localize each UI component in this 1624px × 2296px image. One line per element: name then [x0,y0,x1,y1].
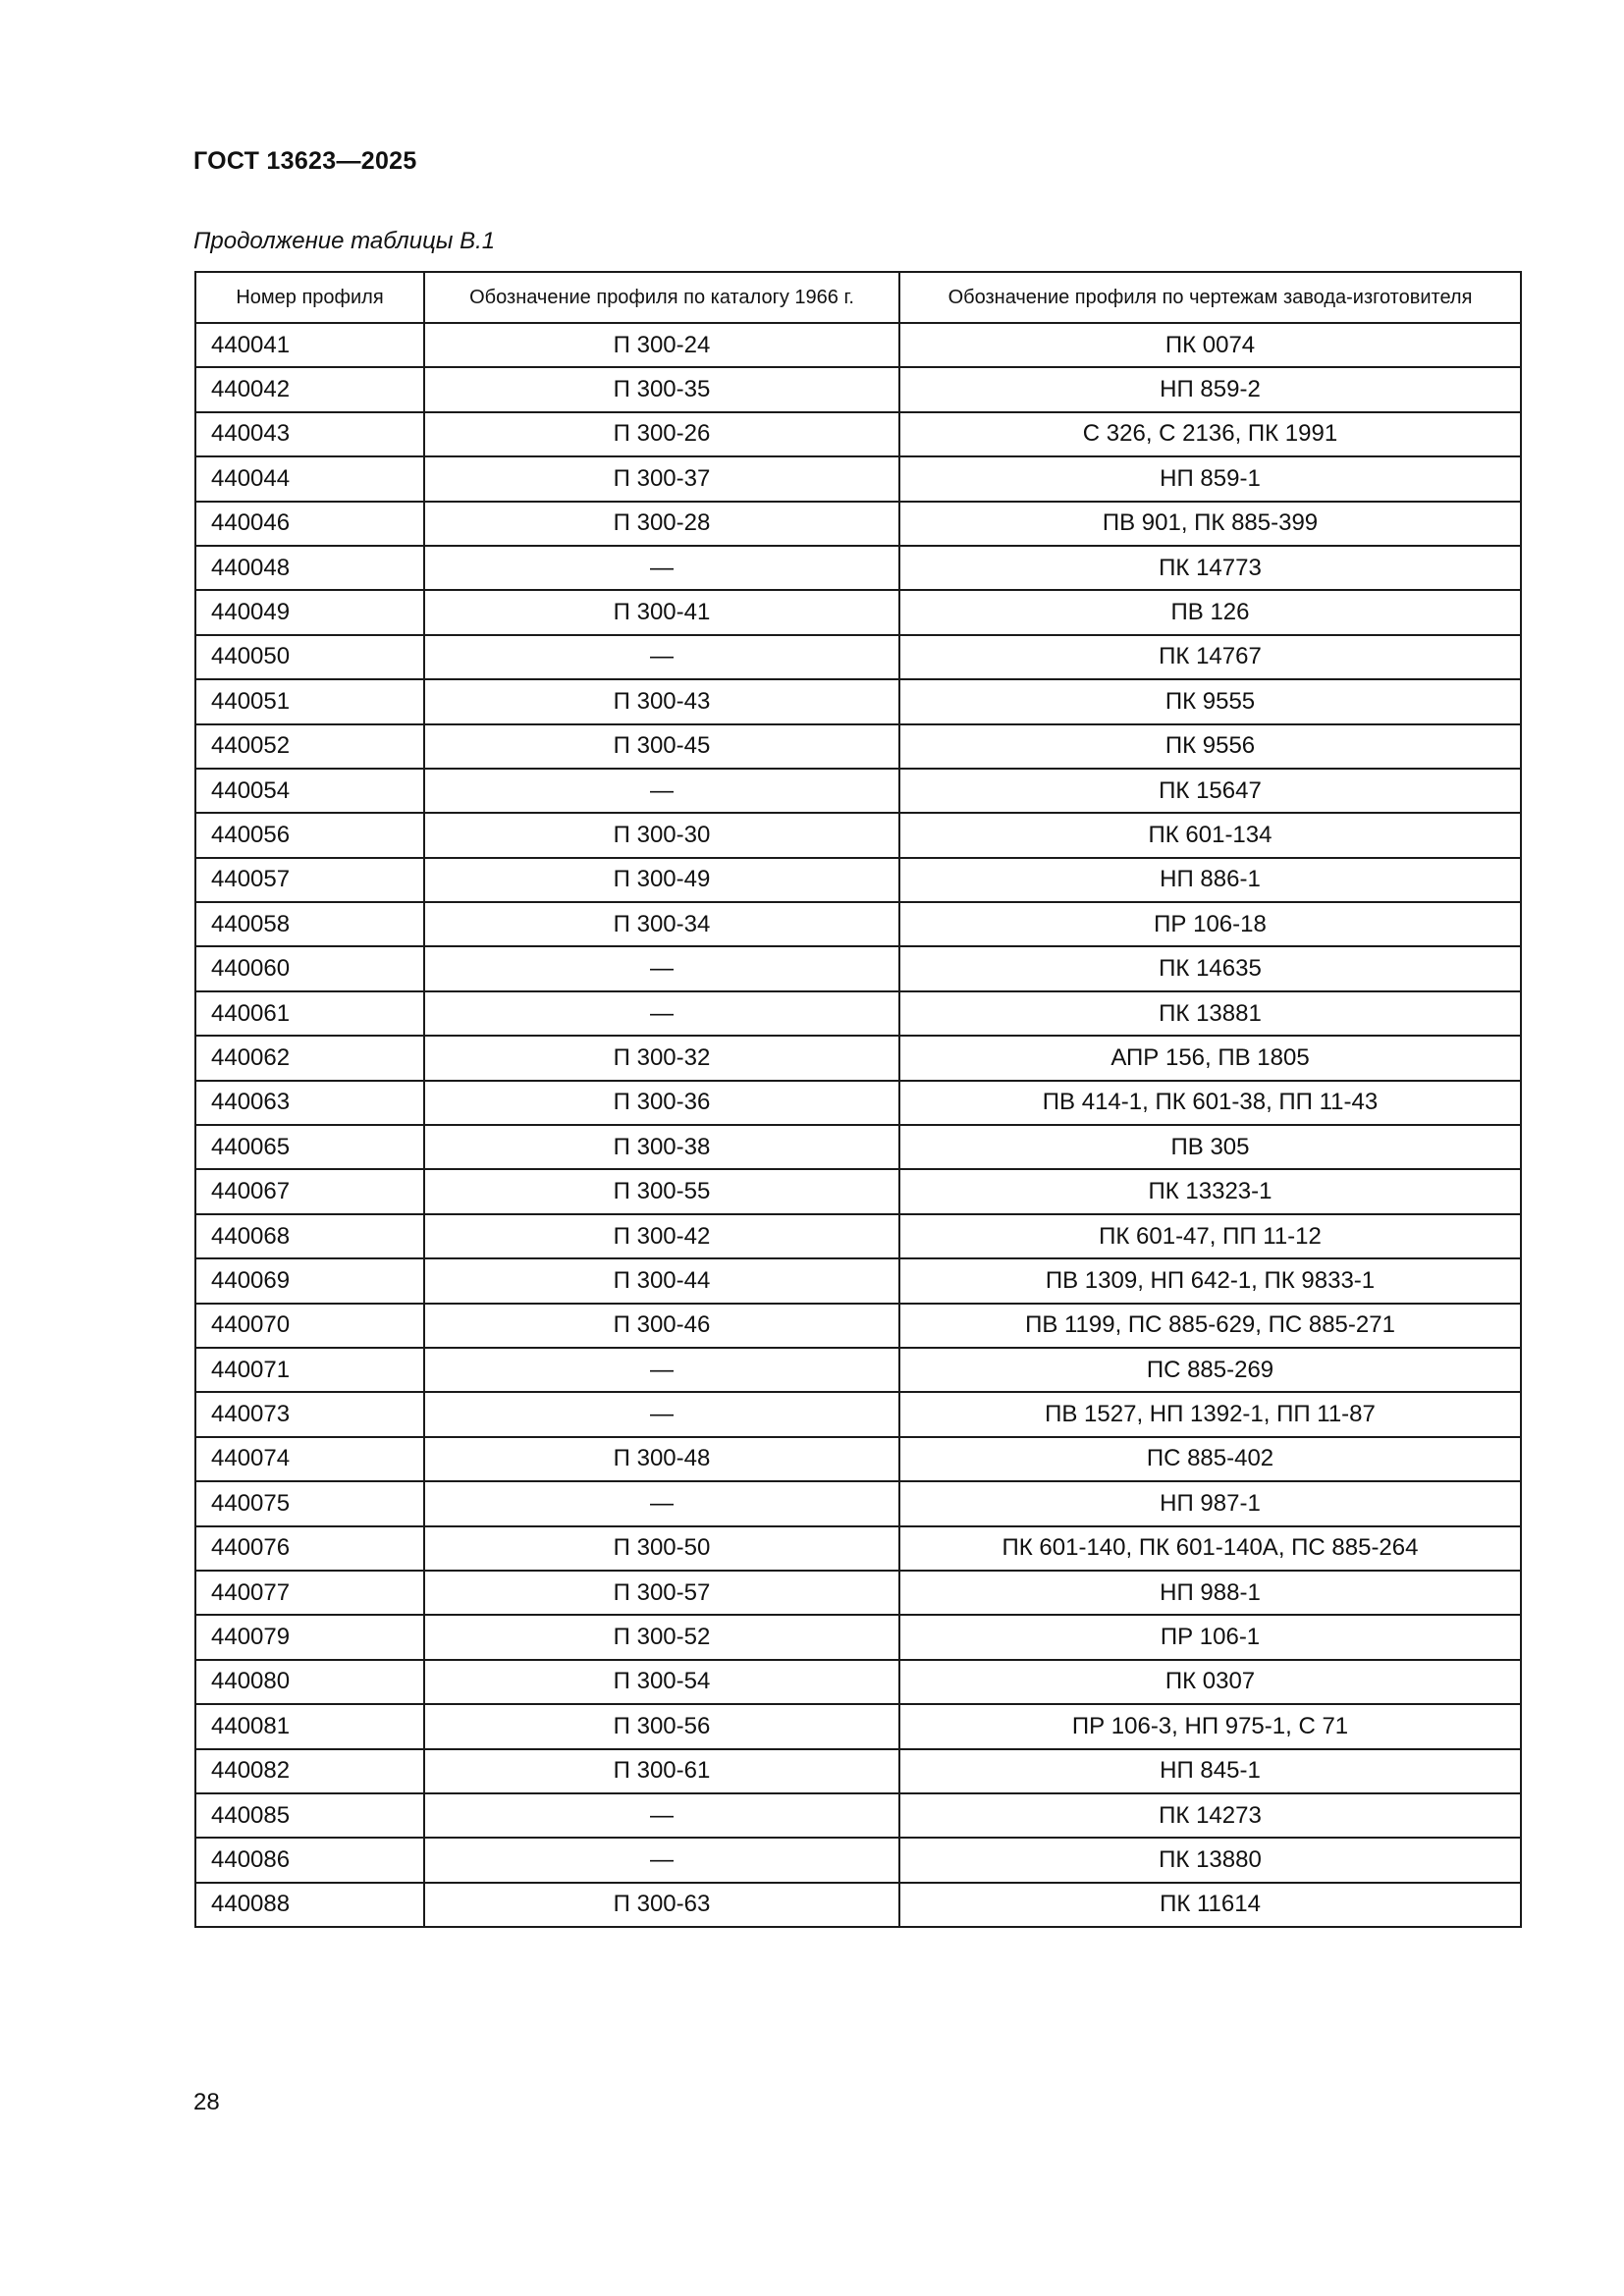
factory-designation-cell: НП 859-1 [899,456,1521,501]
profile-number-cell: 440073 [195,1392,424,1436]
factory-designation-cell: ПК 14773 [899,546,1521,590]
profile-number-cell: 440057 [195,858,424,902]
table-row [195,1660,1521,1704]
factory-designation-cell: ПВ 1527, НП 1392-1, ПП 11-87 [899,1392,1521,1436]
table-row [195,456,1521,501]
column-header-profile-number: Номер профиля [195,272,424,323]
column-header-catalog-1966: Обозначение профиля по каталогу 1966 г. [424,272,899,323]
catalog-designation-cell: П 300-37 [424,456,899,501]
profile-number-cell: 440070 [195,1304,424,1348]
profile-number-cell: 440052 [195,724,424,769]
catalog-designation-cell: — [424,1838,899,1882]
table-row [195,1883,1521,1927]
catalog-designation-cell: — [424,769,899,813]
profile-number-cell: 440067 [195,1169,424,1213]
table-row [195,724,1521,769]
table-row [195,991,1521,1036]
table-row [195,679,1521,723]
catalog-designation-cell: П 300-41 [424,590,899,634]
profile-number-cell: 440081 [195,1704,424,1748]
profile-number-cell: 440065 [195,1125,424,1169]
factory-designation-cell: АПР 156, ПВ 1805 [899,1036,1521,1080]
factory-designation-cell: ПК 9556 [899,724,1521,769]
factory-designation-cell: ПК 601-134 [899,813,1521,857]
catalog-designation-cell: — [424,991,899,1036]
table-row [195,813,1521,857]
table-row [195,946,1521,990]
profile-number-cell: 440075 [195,1481,424,1525]
factory-designation-cell: ПР 106-18 [899,902,1521,946]
catalog-designation-cell: — [424,946,899,990]
table-row [195,412,1521,456]
factory-designation-cell: ПР 106-3, НП 975-1, С 71 [899,1704,1521,1748]
factory-designation-cell: ПР 106-1 [899,1615,1521,1659]
table-row [195,1392,1521,1436]
profile-number-cell: 440080 [195,1660,424,1704]
factory-designation-cell: ПВ 901, ПК 885-399 [899,502,1521,546]
catalog-designation-cell: П 300-54 [424,1660,899,1704]
profile-number-cell: 440046 [195,502,424,546]
table-row [195,1526,1521,1571]
table-row [195,1169,1521,1213]
table-body [195,323,1521,1927]
catalog-designation-cell: П 300-52 [424,1615,899,1659]
table-header-row [195,272,1521,323]
catalog-designation-cell: П 300-43 [424,679,899,723]
catalog-designation-cell: П 300-44 [424,1258,899,1303]
profile-number-cell: 440085 [195,1793,424,1838]
profile-number-cell: 440068 [195,1214,424,1258]
catalog-designation-cell: — [424,546,899,590]
factory-designation-cell: ПК 0307 [899,1660,1521,1704]
profile-number-cell: 440086 [195,1838,424,1882]
profile-number-cell: 440061 [195,991,424,1036]
table-row [195,1348,1521,1392]
table-row [195,1036,1521,1080]
catalog-designation-cell: П 300-35 [424,367,899,411]
factory-designation-cell: ПК 9555 [899,679,1521,723]
profile-number-cell: 440051 [195,679,424,723]
factory-designation-cell: ПК 13880 [899,1838,1521,1882]
profile-number-cell: 440049 [195,590,424,634]
profile-number-cell: 440043 [195,412,424,456]
catalog-designation-cell: П 300-38 [424,1125,899,1169]
table-row [195,1258,1521,1303]
factory-designation-cell: НП 845-1 [899,1749,1521,1793]
profile-number-cell: 440077 [195,1571,424,1615]
page-number: 28 [193,2089,220,2115]
table-row [195,367,1521,411]
factory-designation-cell: ПК 601-140, ПК 601-140А, ПС 885-264 [899,1526,1521,1571]
factory-designation-cell: ПК 14635 [899,946,1521,990]
catalog-designation-cell: П 300-26 [424,412,899,456]
profile-number-cell: 440079 [195,1615,424,1659]
factory-designation-cell: ПВ 126 [899,590,1521,634]
factory-designation-cell: ПК 13323-1 [899,1169,1521,1213]
factory-designation-cell: ПК 0074 [899,323,1521,367]
table-row [195,1571,1521,1615]
factory-designation-cell: ПВ 305 [899,1125,1521,1169]
profile-number-cell: 440060 [195,946,424,990]
factory-designation-cell: ПС 885-269 [899,1348,1521,1392]
profile-number-cell: 440056 [195,813,424,857]
catalog-designation-cell: — [424,1348,899,1392]
table-row [195,858,1521,902]
catalog-designation-cell: П 300-28 [424,502,899,546]
table-row [195,1437,1521,1481]
profile-number-cell: 440041 [195,323,424,367]
factory-designation-cell: ПК 15647 [899,769,1521,813]
table-row [195,1749,1521,1793]
catalog-designation-cell: — [424,1793,899,1838]
factory-designation-cell: НП 859-2 [899,367,1521,411]
factory-designation-cell: ПВ 1309, НП 642-1, ПК 9833-1 [899,1258,1521,1303]
profile-table [194,271,1522,1928]
factory-designation-cell: ПВ 414-1, ПК 601-38, ПП 11-43 [899,1081,1521,1125]
catalog-designation-cell: П 300-34 [424,902,899,946]
catalog-designation-cell: П 300-49 [424,858,899,902]
table-row [195,1704,1521,1748]
catalog-designation-cell: П 300-45 [424,724,899,769]
factory-designation-cell: ПК 13881 [899,991,1521,1036]
profile-number-cell: 440082 [195,1749,424,1793]
profile-number-cell: 440044 [195,456,424,501]
catalog-designation-cell: П 300-55 [424,1169,899,1213]
table-row [195,590,1521,634]
factory-designation-cell: ПК 14273 [899,1793,1521,1838]
table-row [195,1838,1521,1882]
profile-number-cell: 440050 [195,635,424,679]
catalog-designation-cell: — [424,1392,899,1436]
catalog-designation-cell: П 300-50 [424,1526,899,1571]
profile-number-cell: 440069 [195,1258,424,1303]
table-row [195,546,1521,590]
catalog-designation-cell: П 300-32 [424,1036,899,1080]
table-row [195,1615,1521,1659]
profile-number-cell: 440048 [195,546,424,590]
factory-designation-cell: ПК 11614 [899,1883,1521,1927]
table-row [195,902,1521,946]
document-code: ГОСТ 13623—2025 [193,147,417,175]
profile-number-cell: 440063 [195,1081,424,1125]
table-row [195,1793,1521,1838]
factory-designation-cell: ПК 601-47, ПП 11-12 [899,1214,1521,1258]
catalog-designation-cell: П 300-56 [424,1704,899,1748]
profile-number-cell: 440062 [195,1036,424,1080]
catalog-designation-cell: П 300-36 [424,1081,899,1125]
catalog-designation-cell: — [424,635,899,679]
catalog-designation-cell: — [424,1481,899,1525]
catalog-designation-cell: П 300-63 [424,1883,899,1927]
profile-number-cell: 440074 [195,1437,424,1481]
table-row [195,1481,1521,1525]
factory-designation-cell: С 326, С 2136, ПК 1991 [899,412,1521,456]
table-row [195,502,1521,546]
factory-designation-cell: НП 987-1 [899,1481,1521,1525]
profile-number-cell: 440054 [195,769,424,813]
table-row [195,1304,1521,1348]
table-row [195,323,1521,367]
factory-designation-cell: ПС 885-402 [899,1437,1521,1481]
table-row [195,1214,1521,1258]
column-header-factory-drawings: Обозначение профиля по чертежам завода-изготовителя [899,272,1521,323]
factory-designation-cell: НП 886-1 [899,858,1521,902]
table-caption: Продолжение таблицы В.1 [193,228,496,254]
catalog-designation-cell: П 300-30 [424,813,899,857]
factory-designation-cell: ПВ 1199, ПС 885-629, ПС 885-271 [899,1304,1521,1348]
catalog-designation-cell: П 300-61 [424,1749,899,1793]
table-row [195,1081,1521,1125]
table-row [195,635,1521,679]
profile-number-cell: 440042 [195,367,424,411]
profile-number-cell: 440088 [195,1883,424,1927]
catalog-designation-cell: П 300-24 [424,323,899,367]
catalog-designation-cell: П 300-57 [424,1571,899,1615]
profile-number-cell: 440071 [195,1348,424,1392]
factory-designation-cell: НП 988-1 [899,1571,1521,1615]
profile-number-cell: 440058 [195,902,424,946]
factory-designation-cell: ПК 14767 [899,635,1521,679]
profile-number-cell: 440076 [195,1526,424,1571]
table-row [195,769,1521,813]
catalog-designation-cell: П 300-46 [424,1304,899,1348]
table-row [195,1125,1521,1169]
catalog-designation-cell: П 300-42 [424,1214,899,1258]
catalog-designation-cell: П 300-48 [424,1437,899,1481]
